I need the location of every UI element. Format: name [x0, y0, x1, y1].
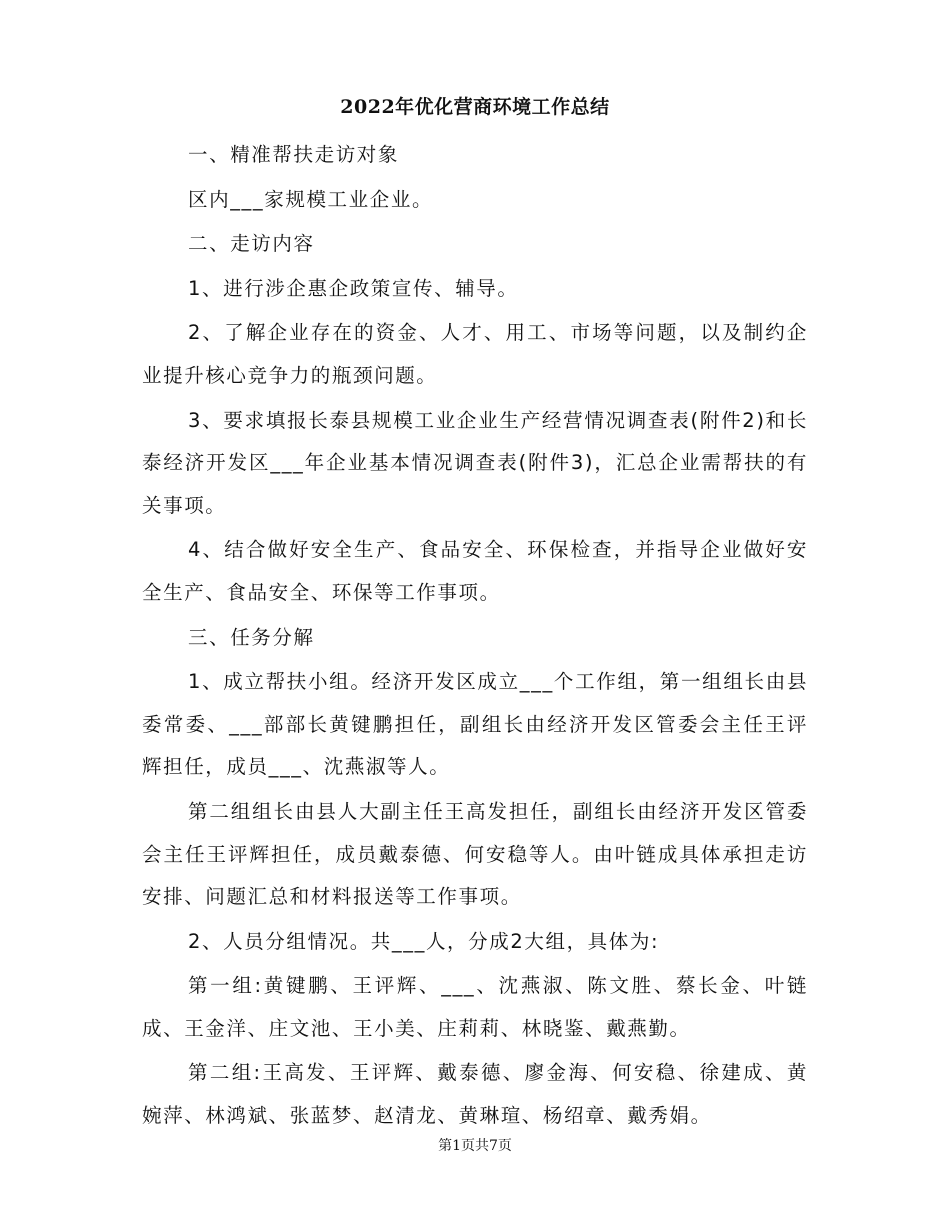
document-title: 2022年优化营商环境工作总结 [340, 96, 610, 118]
paragraph-task-item-1: 1、成立帮扶小组。经济开发区成立___个工作组，第一组组长由县委常委、___部部长黄键鹏担任，副组长由经济开发区管委会主任王评辉担任，成员___、沈燕淑等人。 [142, 670, 808, 779]
section-heading-visit-targets: 一、精准帮扶走访对象 [188, 143, 400, 166]
paragraph-content-item-4: 4、结合做好安全生产、食品安全、环保检查，并指导企业做好安全生产、食品安全、环保等工作事项。 [142, 538, 808, 604]
paragraph-group-two-leaders: 第二组组长由县人大副主任王高发担任，副组长由经济开发区管委会主任王评辉担任，成员戴泰德、何安稳等人。由叶链成具体承担走访安排、问题汇总和材料报送等工作事项。 [142, 799, 808, 909]
document-body [142, 134, 808, 1140]
page-number: 第1页共7页 [438, 1138, 512, 1154]
paragraph-group-one-members: 第一组:黄键鹏、王评辉、___、沈燕淑、陈文胜、蔡长金、叶链成、王金洋、庄文池、王小美、庄莉莉、林晓鉴、戴燕勤。 [142, 974, 808, 1040]
section-heading-visit-content: 二、走访内容 [188, 232, 315, 256]
paragraph-content-item-3: 3、要求填报长泰县规模工业企业生产经营情况调查表(附件2)和长泰经济开发区___年企业基本情况调查表(附件3)，汇总企业需帮扶的有关事项。 [142, 408, 808, 517]
paragraph-content-item-1: 1、进行涉企惠企政策宣传、辅导。 [188, 276, 519, 300]
section-heading-task-breakdown: 三、任务分解 [188, 625, 315, 649]
paragraph-task-item-2: 2、人员分组情况。共___人，分成2大组，具体为: [188, 929, 660, 953]
paragraph-content-item-2: 2、了解企业存在的资金、人才、用工、市场等问题，以及制约企业提升核心竞争力的瓶颈问题。 [142, 321, 808, 387]
paragraph-visit-targets: 区内___家规模工业企业。 [188, 187, 434, 211]
paragraph-group-two-members: 第二组:王高发、王评辉、戴泰德、廖金海、何安稳、徐建成、黄婉萍、林鸿斌、张蓝梦、赵清龙、黄琳瑄、杨绍章、戴秀娟。 [142, 1061, 808, 1128]
